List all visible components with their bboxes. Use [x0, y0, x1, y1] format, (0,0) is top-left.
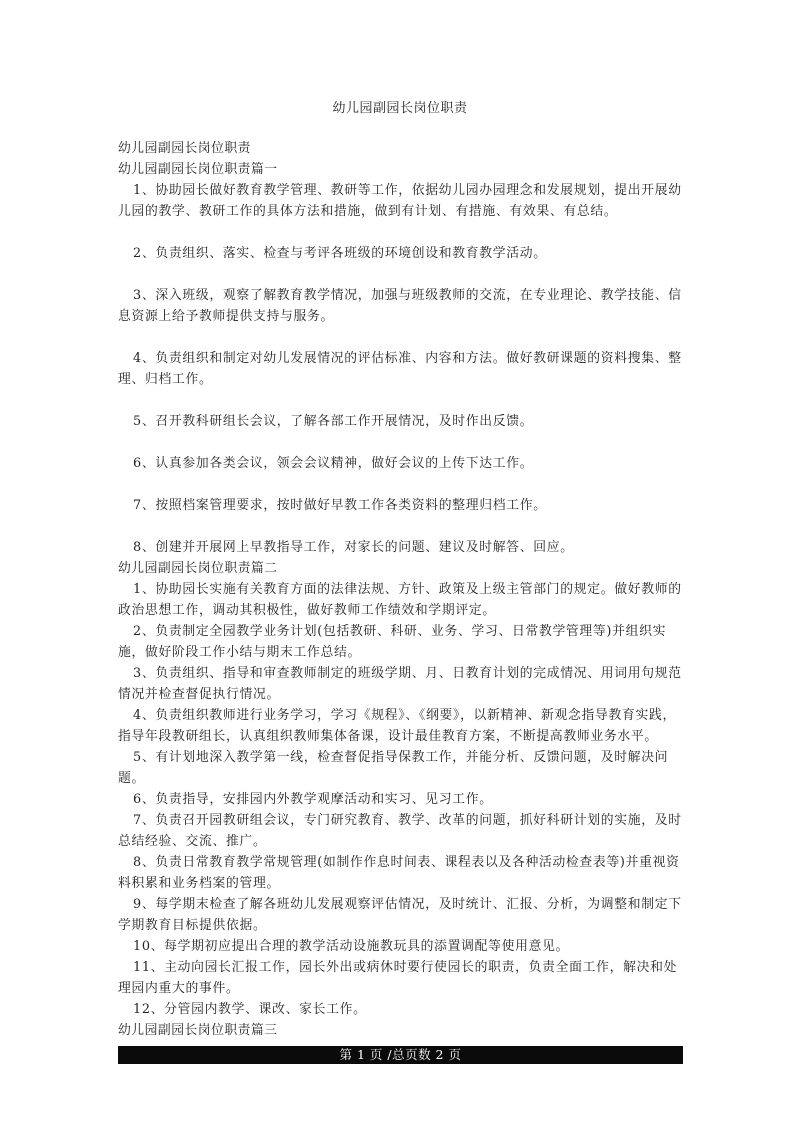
document-body [118, 138, 685, 1041]
section-heading: 幼儿园副园长岗位职责篇一 [118, 162, 278, 177]
paragraph: 8、负责日常教育教学常规管理(如制作作息时间表、课程表以及各种活动检查表等)并重视资料积累和业务档案的管理。 [118, 855, 680, 891]
paragraph: 12、分管园内教学、课改、家长工作。 [133, 1002, 367, 1017]
paragraph: 1、协助园长做好教育教学管理、教研等工作，依据幼儿园办园理念和发展规划，提出开展幼儿园的教学、教研工作的具体方法和措施，做到有计划、有措施、有效果、有总结。 [118, 183, 682, 219]
paragraph: 10、每学期初应提出合理的教学活动设施教玩具的添置调配等使用意见。 [133, 939, 570, 954]
section-1 [118, 159, 685, 558]
paragraph: 6、认真参加各类会议，领会会议精神，做好会议的上传下达工作。 [133, 456, 534, 471]
paragraph: 4、负责组织和制定对幼儿发展情况的评估标准、内容和方法。做好教研课题的资料搜集、整理、归档工作。 [118, 351, 682, 387]
paragraph: 9、每学期末检查了解各班幼儿发展观察评估情况，及时统计、汇报、分析，为调整和制定下学期教育目标提供依据。 [118, 897, 682, 933]
paragraph: 2、负责制定全园教学业务计划(包括教研、科研、业务、学习、日常教学管理等)并组织实施，做好阶段工作小结与期末工作总结。 [118, 624, 667, 660]
page-footer [118, 1046, 683, 1064]
paragraph: 2、负责组织、落实、检查与考评各班级的环境创设和教育教学活动。 [133, 246, 547, 261]
paragraph: 3、深入班级，观察了解教育教学情况，加强与班级教师的交流，在专业理论、教学技能、信息资源上给予教师提供支持与服务。 [118, 288, 682, 324]
paragraph: 4、负责组织教师进行业务学习，学习《规程》、《纲要》，以新精神、新观念指导教育实践，指导年段教研组长，认真组织教师集体备课，设计最佳教育方案，不断提高教师业务水平。 [118, 708, 677, 744]
paragraph: 7、按照档案管理要求，按时做好早教工作各类资料的整理归档工作。 [133, 498, 547, 513]
section-2 [118, 558, 685, 1020]
paragraph: 6、负责指导，安排园内外教学观摩活动和实习、见习工作。 [133, 792, 493, 807]
paragraph: 1、协助园长实施有关教育方面的法律法规、方针、政策及上级主管部门的规定。做好教师的政治思想工作，调动其积极性，做好教师工作绩效和学期评定。 [118, 582, 682, 618]
page-number-label: 第 1 页 /总页数 2 页 [339, 1047, 462, 1062]
paragraph: 5、有计划地深入教学第一线，检查督促指导保教工作，并能分析、反馈问题，及时解决问题。 [118, 750, 669, 786]
section-3 [118, 1020, 685, 1041]
document-title: 幼儿园副园长岗位职责 [332, 101, 468, 116]
section-heading: 幼儿园副园长岗位职责篇三 [118, 1023, 278, 1038]
paragraph: 7、负责召开园教研组会议，专门研究教育、教学、改革的问题，抓好科研计划的实施，及时总结经验、交流、推广。 [118, 813, 682, 849]
section-heading: 幼儿园副园长岗位职责篇二 [118, 561, 278, 576]
paragraph: 11、主动向园长汇报工作，园长外出或病休时要行使园长的职责，负责全面工作，解决和处理园内重大的事件。 [118, 960, 678, 996]
paragraph: 8、创建并开展网上早教指导工作，对家长的问题、建议及时解答、回应。 [133, 540, 574, 555]
paragraph: 5、召开教科研组长会议，了解各部工作开展情况，及时作出反馈。 [133, 414, 534, 429]
paragraph: 3、负责组织、指导和审查教师制定的班级学期、月、日教育计划的完成情况、用词用句规范情况并检查督促执行情况。 [118, 666, 682, 702]
document-subtitle: 幼儿园副园长岗位职责 [118, 141, 251, 156]
